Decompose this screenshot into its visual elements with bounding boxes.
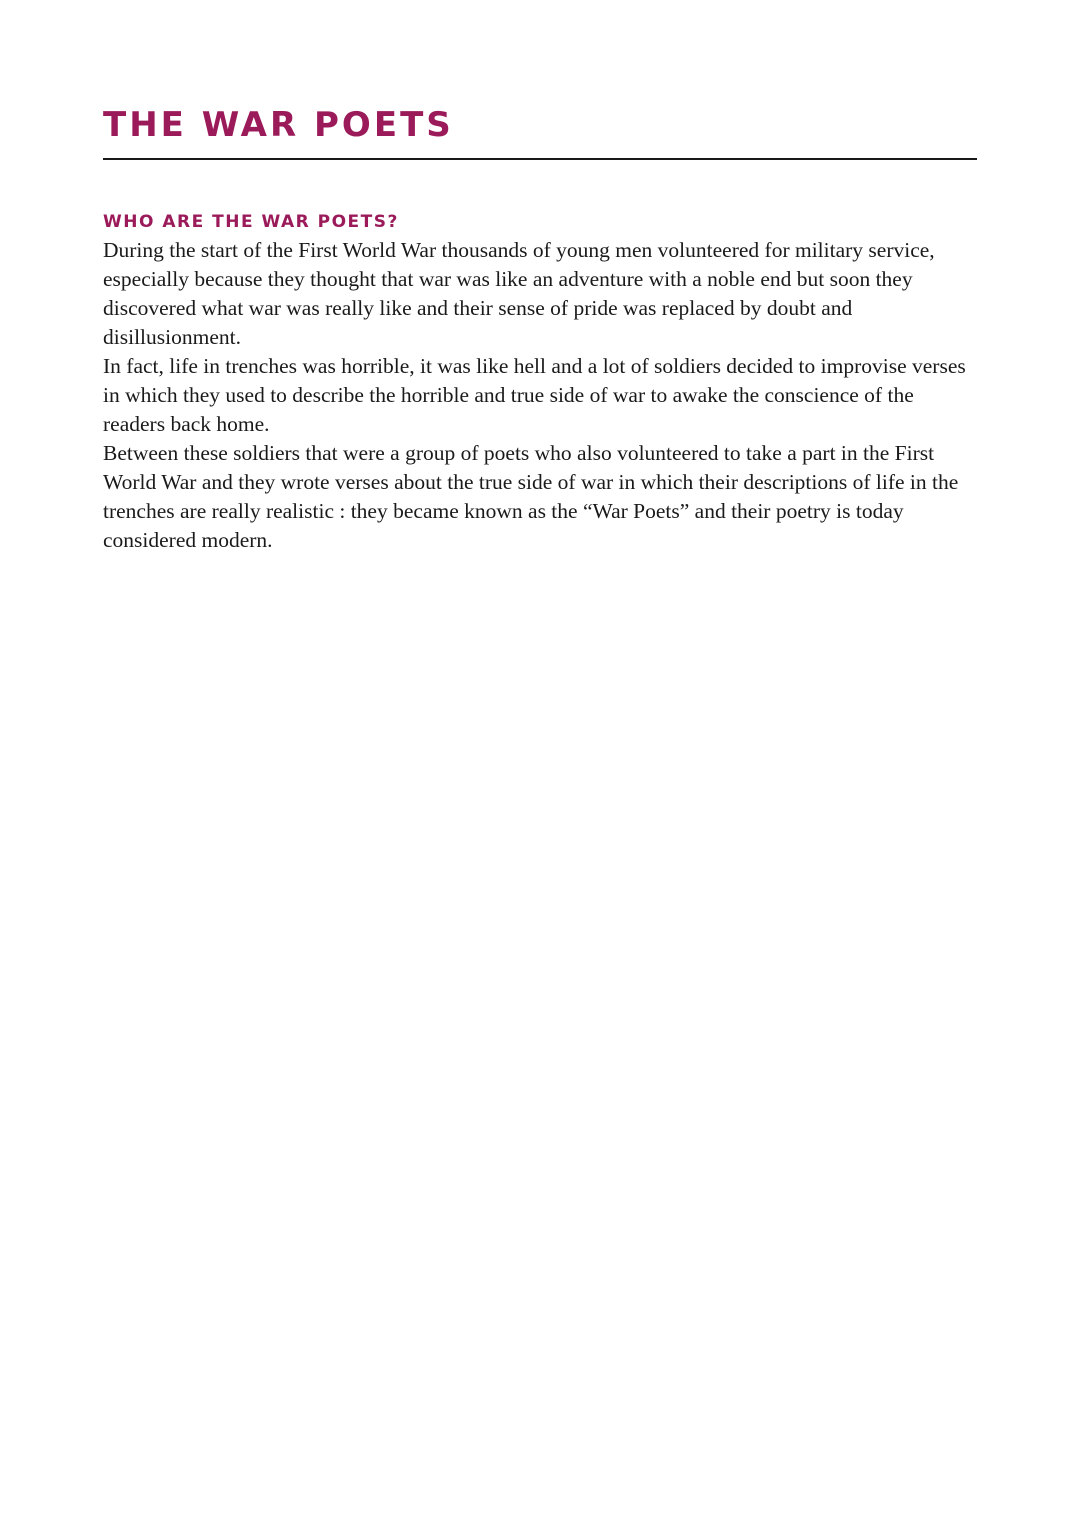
section-heading: WHO ARE THE WAR POETS? <box>103 212 399 232</box>
title-divider <box>103 158 977 160</box>
page-title: THE WAR POETS <box>103 105 454 145</box>
paragraph: During the start of the First World War thousands of young men volunteered for military service, especially because they thought that war was like an adventure with a noble end but soon they discovered what war was really like and their sense of pride was replaced by doubt and disillusionment. <box>103 238 935 349</box>
paragraph: Between these soldiers that were a group of poets who also volunteered to take a part in the First World War and they wrote verses about the true side of war in which their descriptions of life in the trenches are really realistic : they became known as the “War Poets” and their poetry is today considered modern. <box>103 441 959 552</box>
body-text <box>103 236 978 555</box>
paragraph: In fact, life in trenches was horrible, it was like hell and a lot of soldiers decided to improvise verses in which they used to describe the horrible and true side of war to awake the conscience of the readers back home. <box>103 354 966 436</box>
